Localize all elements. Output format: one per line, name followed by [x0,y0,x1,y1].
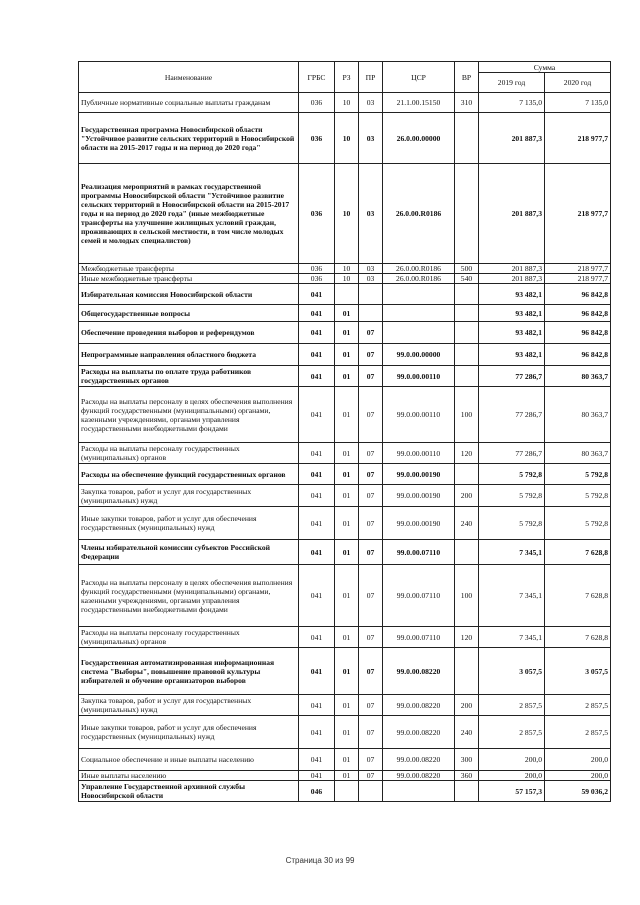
cell-sum-2019: 200,0 [479,749,545,771]
cell-rz: 01 [335,464,359,485]
table-row [79,716,611,749]
cell-sum-2020: 218 977,7 [545,264,611,274]
cell-name: Закупка товаров, работ и услуг для государственных (муниципальных) нужд [79,695,299,716]
cell-rz: 10 [335,93,359,113]
page-number: Страница 30 из 99 [285,856,355,865]
cell-sum-2020: 80 363,7 [545,366,611,387]
cell-csr: 99.0.00.00110 [383,443,455,464]
cell-grbs: 041 [299,485,335,507]
cell-sum-2020: 218 977,7 [545,274,611,284]
cell-sum-2019: 93 482,1 [479,322,545,344]
cell-sum-2020: 2 857,5 [545,716,611,749]
cell-sum-2020: 96 842,8 [545,344,611,366]
cell-vr: 360 [455,771,479,781]
cell-vr [455,781,479,802]
cell-grbs: 041 [299,387,335,443]
cell-pr: 07 [359,322,383,344]
table-row [79,284,611,305]
cell-pr: 07 [359,344,383,366]
cell-rz: 01 [335,485,359,507]
cell-grbs: 046 [299,781,335,802]
table-row [79,322,611,344]
table-row [79,164,611,264]
cell-pr: 07 [359,771,383,781]
cell-vr [455,366,479,387]
cell-grbs: 041 [299,540,335,565]
cell-pr: 07 [359,507,383,540]
cell-name: Управление Государственной архивной службы Новосибирской области [79,781,299,802]
cell-pr [359,781,383,802]
cell-grbs: 041 [299,565,335,627]
table-row [79,695,611,716]
table-row [79,387,611,443]
table-row [79,464,611,485]
cell-vr: 100 [455,387,479,443]
cell-sum-2020: 218 977,7 [545,113,611,164]
cell-csr: 99.0.00.08220 [383,716,455,749]
cell-name: Межбюджетные трансферты [79,264,299,274]
cell-rz: 01 [335,305,359,322]
header-grbs: ГРБС [299,62,335,93]
cell-csr: 99.0.00.00110 [383,366,455,387]
cell-rz: 10 [335,274,359,284]
cell-rz: 01 [335,695,359,716]
cell-name: Иные выплаты населению [79,771,299,781]
header-year-2020: 2020 год [545,73,611,93]
header-name: Наименование [79,62,299,93]
cell-csr: 99.0.00.07110 [383,565,455,627]
cell-pr: 07 [359,648,383,695]
cell-rz: 01 [335,627,359,648]
cell-sum-2020: 7 628,8 [545,565,611,627]
cell-sum-2020: 80 363,7 [545,387,611,443]
table-row [79,648,611,695]
cell-name: Иные межбюджетные трансферты [79,274,299,284]
cell-vr: 200 [455,695,479,716]
cell-grbs: 041 [299,716,335,749]
header-year-2019: 2019 год [479,73,545,93]
cell-pr: 07 [359,716,383,749]
cell-name: Публичные нормативные социальные выплаты гражданам [79,93,299,113]
cell-sum-2020: 96 842,8 [545,305,611,322]
cell-csr: 21.1.00.15150 [383,93,455,113]
cell-pr [359,284,383,305]
cell-name: Расходы на выплаты по оплате труда работников государственных органов [79,366,299,387]
cell-vr [455,344,479,366]
table-row [79,485,611,507]
cell-csr [383,305,455,322]
cell-grbs: 041 [299,284,335,305]
cell-pr: 07 [359,695,383,716]
cell-pr: 07 [359,749,383,771]
cell-sum-2020: 7 628,8 [545,540,611,565]
cell-vr: 500 [455,264,479,274]
cell-pr [359,305,383,322]
cell-csr: 99.0.00.00190 [383,485,455,507]
cell-csr: 99.0.00.00110 [383,387,455,443]
cell-sum-2019: 7 135,0 [479,93,545,113]
cell-pr: 03 [359,113,383,164]
cell-sum-2020: 200,0 [545,771,611,781]
cell-vr: 310 [455,93,479,113]
cell-vr [455,284,479,305]
table-row [79,274,611,284]
cell-pr: 07 [359,627,383,648]
cell-sum-2019: 5 792,8 [479,485,545,507]
table-row [79,771,611,781]
cell-sum-2020: 218 977,7 [545,164,611,264]
cell-rz: 01 [335,749,359,771]
cell-sum-2019: 93 482,1 [479,344,545,366]
cell-pr: 07 [359,540,383,565]
cell-rz: 10 [335,164,359,264]
cell-rz [335,781,359,802]
cell-sum-2020: 59 036,2 [545,781,611,802]
cell-grbs: 041 [299,627,335,648]
cell-name: Иные закупки товаров, работ и услуг для обеспечения государственных (муниципальных) нужд [79,507,299,540]
cell-sum-2020: 7 135,0 [545,93,611,113]
table-body [79,93,611,802]
cell-vr: 540 [455,274,479,284]
cell-csr [383,781,455,802]
cell-sum-2019: 77 286,7 [479,443,545,464]
table-row [79,305,611,322]
cell-pr: 07 [359,366,383,387]
cell-grbs: 041 [299,771,335,781]
cell-csr: 99.0.00.00000 [383,344,455,366]
cell-sum-2019: 77 286,7 [479,387,545,443]
cell-sum-2019: 77 286,7 [479,366,545,387]
cell-grbs: 041 [299,464,335,485]
cell-pr: 07 [359,443,383,464]
cell-csr: 99.0.00.00190 [383,507,455,540]
cell-vr: 120 [455,627,479,648]
table-row [79,749,611,771]
cell-grbs: 041 [299,648,335,695]
table-row [79,366,611,387]
cell-csr: 99.0.00.08220 [383,771,455,781]
header-sum: Сумма [479,62,611,73]
cell-sum-2019: 3 057,5 [479,648,545,695]
cell-csr: 99.0.00.07110 [383,627,455,648]
cell-sum-2019: 57 157,3 [479,781,545,802]
cell-sum-2019: 200,0 [479,771,545,781]
table-row [79,540,611,565]
cell-rz: 01 [335,443,359,464]
cell-rz: 01 [335,648,359,695]
cell-sum-2020: 80 363,7 [545,443,611,464]
cell-name: Социальное обеспечение и иные выплаты населению [79,749,299,771]
cell-sum-2020: 7 628,8 [545,627,611,648]
cell-pr: 03 [359,164,383,264]
cell-name: Реализация мероприятий в рамках государственной программы Новосибирской области "Устойчивое развитие сельских территорий в Новосибирской области на 2015-2017 годы и на период до 2020 года" (иные межбюджетные трансферты на улучшение жилищных условий граждан, проживающих в сельской местности, в том числе молодых семей и молодых специалистов) [79,164,299,264]
cell-name: Иные закупки товаров, работ и услуг для обеспечения государственных (муниципальных) нужд [79,716,299,749]
cell-pr: 07 [359,485,383,507]
cell-rz: 01 [335,771,359,781]
cell-name: Члены избирательной комиссии субъектов Российской Федерации [79,540,299,565]
cell-grbs: 041 [299,695,335,716]
cell-rz: 01 [335,387,359,443]
cell-rz: 01 [335,507,359,540]
cell-sum-2019: 93 482,1 [479,284,545,305]
table-row [79,113,611,164]
cell-vr [455,164,479,264]
cell-csr: 99.0.00.07110 [383,540,455,565]
cell-name: Расходы на обеспечение функций государственных органов [79,464,299,485]
cell-rz: 01 [335,540,359,565]
cell-sum-2019: 5 792,8 [479,464,545,485]
cell-sum-2019: 7 345,1 [479,540,545,565]
cell-csr: 99.0.00.08220 [383,749,455,771]
cell-sum-2020: 5 792,8 [545,485,611,507]
cell-name: Расходы на выплаты персоналу в целях обеспечения выполнения функций государственными (муниципальными) органами, казенными учреждениями, органами управления государственными внебюджетными фондами [79,565,299,627]
cell-csr [383,322,455,344]
cell-rz: 01 [335,565,359,627]
cell-csr: 99.0.00.08220 [383,695,455,716]
cell-csr: 26.0.00.R0186 [383,274,455,284]
cell-grbs: 041 [299,749,335,771]
cell-vr [455,540,479,565]
cell-name: Государственная программа Новосибирской области "Устойчивое развитие сельских территорий в Новосибирской области на 2015-2017 годы и на период до 2020 года" [79,113,299,164]
cell-name: Избирательная комиссия Новосибирской области [79,284,299,305]
cell-grbs: 036 [299,93,335,113]
cell-sum-2020: 5 792,8 [545,507,611,540]
cell-name: Расходы на выплаты персоналу в целях обеспечения выполнения функций государственными (муниципальными) органами, казенными учреждениями, органами управления государственными внебюджетными фондами [79,387,299,443]
cell-name: Расходы на выплаты персоналу государственных (муниципальных) органов [79,443,299,464]
cell-name: Государственная автоматизированная информационная система "Выборы", повышение правовой культуры избирателей и обучение организаторов выборов [79,648,299,695]
cell-vr: 200 [455,485,479,507]
cell-sum-2019: 2 857,5 [479,695,545,716]
header-pr: ПР [359,62,383,93]
cell-name: Закупка товаров, работ и услуг для государственных (муниципальных) нужд [79,485,299,507]
cell-vr [455,464,479,485]
header-rz: РЗ [335,62,359,93]
cell-grbs: 041 [299,305,335,322]
cell-pr: 03 [359,274,383,284]
cell-grbs: 041 [299,366,335,387]
cell-sum-2019: 201 887,3 [479,113,545,164]
cell-sum-2020: 5 792,8 [545,464,611,485]
cell-name: Расходы на выплаты персоналу государственных (муниципальных) органов [79,627,299,648]
cell-name: Непрограммные направления областного бюджета [79,344,299,366]
cell-vr [455,305,479,322]
cell-csr: 26.0.00.R0186 [383,164,455,264]
cell-pr: 03 [359,264,383,274]
table-row [79,565,611,627]
header-csr: ЦСР [383,62,455,93]
cell-pr: 07 [359,464,383,485]
cell-sum-2019: 201 887,3 [479,264,545,274]
cell-rz: 01 [335,322,359,344]
cell-sum-2019: 201 887,3 [479,274,545,284]
table-row [79,344,611,366]
cell-grbs: 036 [299,113,335,164]
table-row [79,781,611,802]
cell-vr [455,113,479,164]
cell-sum-2020: 3 057,5 [545,648,611,695]
cell-vr: 240 [455,507,479,540]
cell-vr: 120 [455,443,479,464]
cell-pr: 07 [359,565,383,627]
cell-grbs: 036 [299,264,335,274]
table-row [79,93,611,113]
cell-name: Обеспечение проведения выборов и референдумов [79,322,299,344]
cell-sum-2020: 200,0 [545,749,611,771]
cell-grbs: 041 [299,507,335,540]
cell-sum-2019: 201 887,3 [479,164,545,264]
cell-vr [455,648,479,695]
table-row [79,627,611,648]
table-row [79,443,611,464]
table-header [79,62,611,93]
cell-sum-2020: 2 857,5 [545,695,611,716]
cell-grbs: 036 [299,274,335,284]
table-row [79,507,611,540]
cell-sum-2020: 96 842,8 [545,322,611,344]
table-row [79,264,611,274]
cell-sum-2019: 5 792,8 [479,507,545,540]
cell-sum-2019: 93 482,1 [479,305,545,322]
cell-rz: 01 [335,344,359,366]
cell-pr: 03 [359,93,383,113]
cell-vr: 100 [455,565,479,627]
header-vr: ВР [455,62,479,93]
cell-grbs: 036 [299,164,335,264]
cell-csr: 99.0.00.00190 [383,464,455,485]
budget-table [78,61,611,802]
cell-grbs: 041 [299,443,335,464]
cell-sum-2019: 7 345,1 [479,565,545,627]
cell-grbs: 041 [299,344,335,366]
cell-csr: 26.0.00.00000 [383,113,455,164]
cell-rz: 01 [335,716,359,749]
cell-sum-2020: 96 842,8 [545,284,611,305]
cell-vr: 300 [455,749,479,771]
cell-vr: 240 [455,716,479,749]
cell-sum-2019: 7 345,1 [479,627,545,648]
cell-rz: 01 [335,366,359,387]
cell-name: Общегосударственные вопросы [79,305,299,322]
cell-rz [335,284,359,305]
cell-rz: 10 [335,264,359,274]
cell-csr: 26.0.00.R0186 [383,264,455,274]
cell-sum-2019: 2 857,5 [479,716,545,749]
cell-vr [455,322,479,344]
cell-pr: 07 [359,387,383,443]
cell-csr: 99.0.00.08220 [383,648,455,695]
cell-grbs: 041 [299,322,335,344]
cell-rz: 10 [335,113,359,164]
cell-csr [383,284,455,305]
